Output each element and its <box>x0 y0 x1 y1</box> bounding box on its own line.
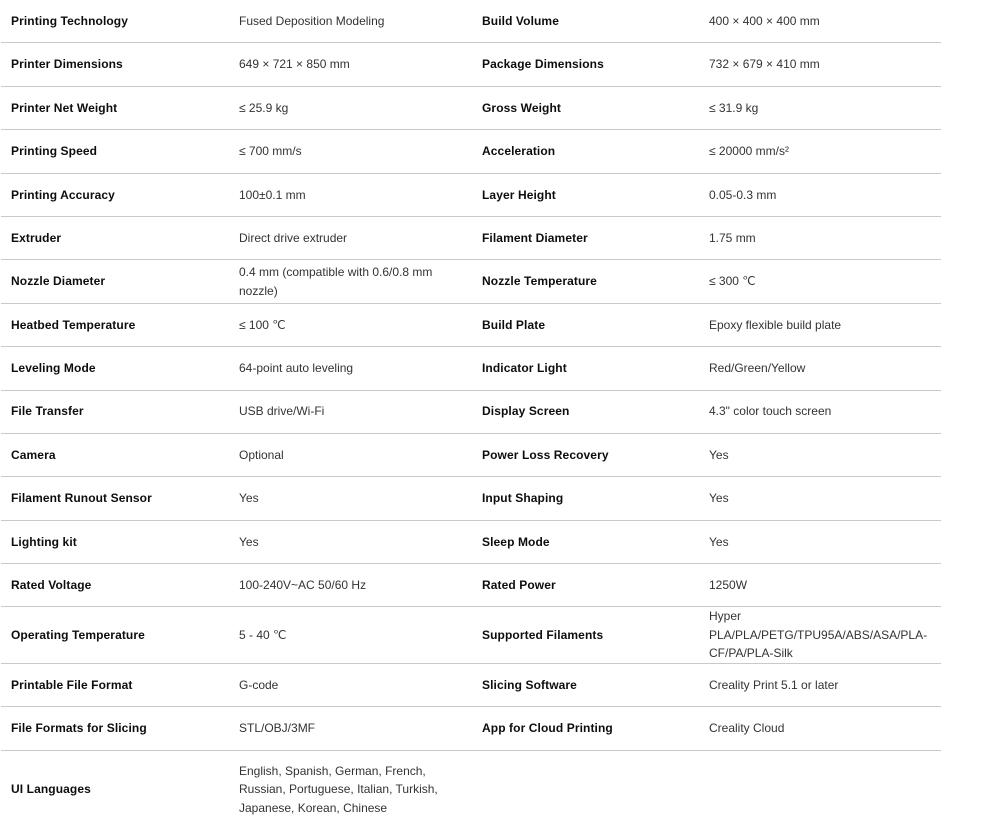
spec-value: ≤ 31.9 kg <box>709 100 759 115</box>
spec-label: Printer Net Weight <box>11 100 118 115</box>
spec-row <box>1 347 941 390</box>
spec-value: 100±0.1 mm <box>239 187 306 202</box>
spec-label: Filament Diameter <box>482 230 588 245</box>
spec-value: 100-240V~AC 50/60 Hz <box>239 578 367 593</box>
spec-value: Yes <box>709 447 729 462</box>
spec-row <box>1 130 941 173</box>
spec-label: UI Languages <box>11 782 91 797</box>
spec-row <box>1 521 941 564</box>
printer-spec-table <box>1 0 941 828</box>
spec-label: Printing Speed <box>11 144 98 159</box>
spec-row <box>1 217 941 260</box>
spec-label: File Formats for Slicing <box>11 721 147 736</box>
spec-value: Fused Deposition Modeling <box>239 13 385 28</box>
spec-value: ≤ 700 mm/s <box>239 144 302 159</box>
spec-label: Extruder <box>11 230 62 245</box>
spec-value: Optional <box>239 447 284 462</box>
spec-label: Package Dimensions <box>482 57 604 72</box>
spec-row <box>1 477 941 520</box>
spec-value: Creality Print 5.1 or later <box>709 677 839 692</box>
spec-value: 64-point auto leveling <box>239 361 354 376</box>
spec-label: Nozzle Diameter <box>11 274 106 289</box>
spec-row <box>1 707 941 750</box>
spec-label: Acceleration <box>482 144 556 159</box>
spec-label: Rated Power <box>482 578 556 593</box>
spec-label: Nozzle Temperature <box>482 274 597 289</box>
spec-value: 5 - 40 ℃ <box>239 627 287 642</box>
spec-row <box>1 434 941 477</box>
spec-label: Rated Voltage <box>11 578 92 593</box>
spec-label: Leveling Mode <box>11 361 96 376</box>
spec-value: ≤ 25.9 kg <box>239 100 289 115</box>
spec-value: English, Spanish, German, French, Russian, Portuguese, Italian, Turkish, Japanese, Korean, Chinese <box>239 763 438 815</box>
spec-label: Heatbed Temperature <box>11 317 136 332</box>
spec-row <box>1 391 941 434</box>
spec-value: G-code <box>239 677 279 692</box>
spec-label: Build Volume <box>482 13 559 28</box>
spec-row <box>1 304 941 347</box>
spec-value: Yes <box>709 534 729 549</box>
spec-value: 400 × 400 × 400 mm <box>709 13 820 28</box>
spec-row <box>1 43 941 86</box>
spec-row <box>1 607 941 664</box>
spec-row <box>1 260 941 303</box>
spec-label: Camera <box>11 447 56 462</box>
spec-label: Supported Filaments <box>482 627 604 642</box>
spec-label: Printer Dimensions <box>11 57 123 72</box>
spec-value: ≤ 20000 mm/s² <box>709 144 789 159</box>
spec-value: ≤ 100 ℃ <box>239 317 286 332</box>
spec-label: Slicing Software <box>482 677 577 692</box>
spec-label: Printable File Format <box>11 677 133 692</box>
spec-label: Lighting kit <box>11 534 77 549</box>
spec-row <box>1 0 941 43</box>
spec-value: ≤ 300 ℃ <box>709 274 756 289</box>
spec-label: File Transfer <box>11 404 84 419</box>
spec-label: Printing Technology <box>11 13 129 28</box>
spec-row <box>1 664 941 707</box>
spec-label: Build Plate <box>482 317 546 332</box>
spec-label: Layer Height <box>482 187 556 202</box>
spec-row <box>1 87 941 130</box>
spec-label: Filament Runout Sensor <box>11 491 152 506</box>
spec-value: 4.3" color touch screen <box>709 404 832 419</box>
spec-label: Power Loss Recovery <box>482 447 609 462</box>
spec-label: Sleep Mode <box>482 534 550 549</box>
spec-value: Hyper PLA/PLA/PETG/TPU95A/ABS/ASA/PLA-CF/PA/PLA-Silk <box>709 609 928 661</box>
spec-value: Red/Green/Yellow <box>709 361 806 376</box>
spec-value: 1.75 mm <box>709 230 756 245</box>
spec-value: 0.4 mm (compatible with 0.6/0.8 mm nozzle) <box>239 265 433 298</box>
spec-label: Operating Temperature <box>11 627 145 642</box>
spec-row <box>1 174 941 217</box>
spec-value: STL/OBJ/3MF <box>239 721 316 736</box>
spec-value: Epoxy flexible build plate <box>709 317 842 332</box>
spec-label: Printing Accuracy <box>11 187 115 202</box>
spec-row <box>1 751 941 828</box>
spec-value: 0.05-0.3 mm <box>709 187 777 202</box>
spec-value: Yes <box>709 491 729 506</box>
spec-value: Direct drive extruder <box>239 230 348 245</box>
spec-label: App for Cloud Printing <box>482 721 613 736</box>
spec-value: Yes <box>239 491 259 506</box>
spec-label: Indicator Light <box>482 361 567 376</box>
spec-row <box>1 564 941 607</box>
spec-value: USB drive/Wi-Fi <box>239 404 325 419</box>
spec-value: 732 × 679 × 410 mm <box>709 57 820 72</box>
spec-value: 649 × 721 × 850 mm <box>239 57 350 72</box>
spec-value: 1250W <box>709 578 748 593</box>
spec-label: Gross Weight <box>482 100 561 115</box>
spec-label: Input Shaping <box>482 491 564 506</box>
spec-label: Display Screen <box>482 404 570 419</box>
spec-value: Yes <box>239 534 259 549</box>
spec-value: Creality Cloud <box>709 721 785 736</box>
